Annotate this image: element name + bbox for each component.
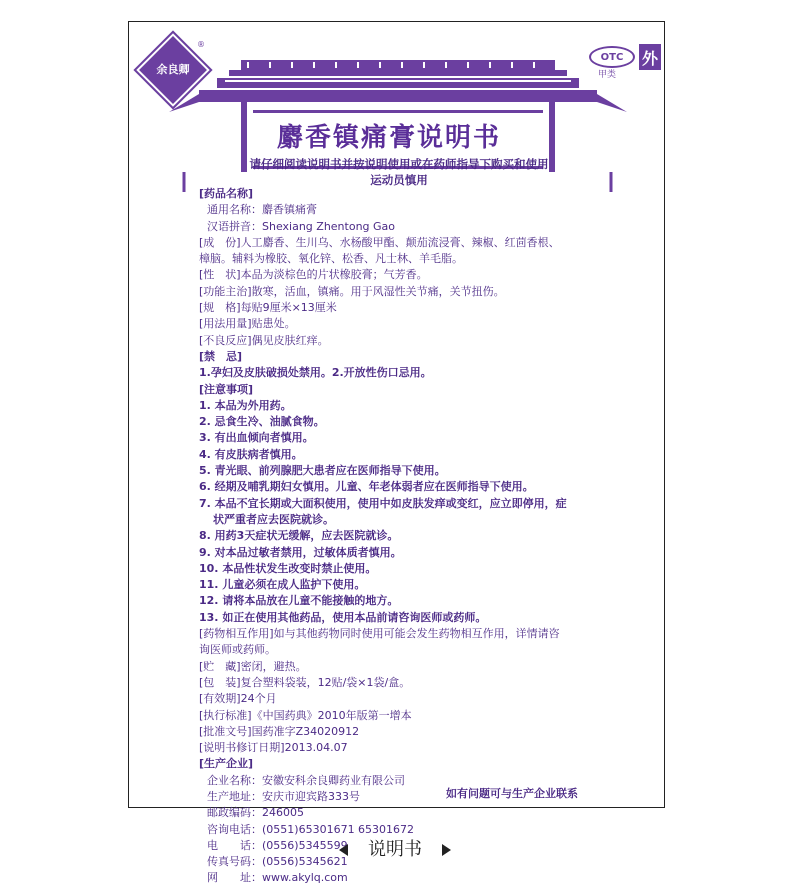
company-address: 生产地址：安庆市迎宾路333号 xyxy=(207,789,360,803)
prev-arrow-icon[interactable] xyxy=(339,844,348,856)
company-name: 企业名称：安徽安科余良卿药业有限公司 xyxy=(207,773,405,787)
precaution-item: 5. 青光眼、前列腺肥大患者应在医师指导下使用。 xyxy=(199,464,446,478)
precaution-item: 1. 本品为外用药。 xyxy=(199,398,292,412)
indications: [功能主治]散寒，活血，镇痛。用于风湿性关节痛，关节扭伤。 xyxy=(199,284,505,298)
precaution-item: 8. 用药3天症状无缓解，应去医院就诊。 xyxy=(199,529,399,543)
next-arrow-icon[interactable] xyxy=(442,844,451,856)
ingredients-cont: 樟脑。辅料为橡胶、氧化锌、松香、凡士林、羊毛脂。 xyxy=(199,252,463,266)
revision-date: [说明书修订日期]2013.04.07 xyxy=(199,741,348,755)
usage: [用法用量]贴患处。 xyxy=(199,317,296,331)
precaution-item: 2. 忌食生冷、油腻食物。 xyxy=(199,415,325,429)
logo-text: 余良卿 xyxy=(156,63,190,76)
postal-code: 邮政编码：246005 xyxy=(207,806,304,820)
document-title: 麝香镇痛膏说明书 xyxy=(276,123,501,153)
packaging: [包 装]复合塑料袋装，12贴/袋×1袋/盒。 xyxy=(199,675,411,689)
precaution-item: 10. 本品性状发生改变时禁止使用。 xyxy=(199,561,377,575)
warning-line-1: 请仔细阅读说明书并按说明使用或在药师指导下购买和使用 xyxy=(249,157,549,171)
precaution-item-cont: 状严重者应去医院就诊。 xyxy=(213,512,334,526)
shelf-life: [有效期]24个月 xyxy=(199,692,277,706)
external-use-badge: 外 xyxy=(639,44,661,70)
contact-note: 如有问题可与生产企业联系 xyxy=(446,787,578,800)
drug-interactions: [药物相互作用]如与其他药物同时使用可能会发生药物相互作用，详情请咨 xyxy=(199,627,560,641)
consult-phone: 咨询电话：(0551)65301671 65301672 xyxy=(207,822,415,836)
common-name: 通用名称：麝香镇痛膏 xyxy=(207,203,317,217)
section-contraindications: [禁 忌] xyxy=(199,349,243,363)
approval-number: [批准文号]国药准字Z34020912 xyxy=(199,724,360,738)
instruction-body xyxy=(199,186,619,887)
website: 网 址：www.akylq.com xyxy=(207,871,348,885)
precaution-item: 6. 经期及哺乳期妇女慎用。儿童、年老体弱者应在医师指导下使用。 xyxy=(199,480,534,494)
standard: [执行标准]《中国药典》2010年版第一增本 xyxy=(199,708,412,722)
phone: 电 话：(0556)5345599 xyxy=(207,838,348,852)
section-drug-name: [药品名称] xyxy=(199,187,254,200)
precaution-item: 4. 有皮肤病者慎用。 xyxy=(199,447,303,461)
drug-interactions-cont: 询医师或药师。 xyxy=(199,643,276,657)
nav-label: 说明书 xyxy=(368,839,422,860)
instruction-sheet xyxy=(128,21,665,885)
image-nav xyxy=(0,835,790,861)
precaution-item: 9. 对本品过敏者禁用，过敏体质者慎用。 xyxy=(199,545,402,559)
otc-class-label: 甲类 xyxy=(598,70,617,80)
appearance: [性 状]本品为淡棕色的片状橡胶膏；气芳香。 xyxy=(199,268,428,282)
section-precautions: [注意事项] xyxy=(199,382,254,396)
precaution-item: 7. 本品不宜长期或大面积使用，使用中如皮肤发痒或变红，应立即停用，症 xyxy=(199,496,567,510)
contraindications: 1.孕妇及皮肤破损处禁用。2.开放性伤口忌用。 xyxy=(199,366,432,380)
precaution-item: 11. 儿童必须在成人监护下使用。 xyxy=(199,578,366,592)
precaution-item: 3. 有出血倾向者慎用。 xyxy=(199,431,314,445)
otc-badge: OTC xyxy=(589,46,635,68)
precaution-item: 13. 如正在使用其他药品，使用本品前请咨询医师或药师。 xyxy=(199,610,487,624)
section-manufacturer: [生产企业] xyxy=(199,757,254,771)
adverse-reactions: [不良反应]偶见皮肤红痒。 xyxy=(199,333,329,347)
pinyin-name: 汉语拼音：Shexiang Zhentong Gao xyxy=(207,219,396,233)
registered-mark: ® xyxy=(197,40,205,49)
warning-line-2: 运动员慎用 xyxy=(370,173,428,187)
storage: [贮 藏]密闭，避热。 xyxy=(199,659,307,673)
precaution-item: 12. 请将本品放在儿童不能接触的地方。 xyxy=(199,594,399,608)
specification: [规 格]每贴9厘米×13厘米 xyxy=(199,301,337,315)
fax: 传真号码：(0556)5345621 xyxy=(207,855,348,869)
ingredients: [成 份]人工麝香、生川乌、水杨酸甲酯、颠茄流浸膏、辣椒、红茴香根、 xyxy=(199,235,560,249)
